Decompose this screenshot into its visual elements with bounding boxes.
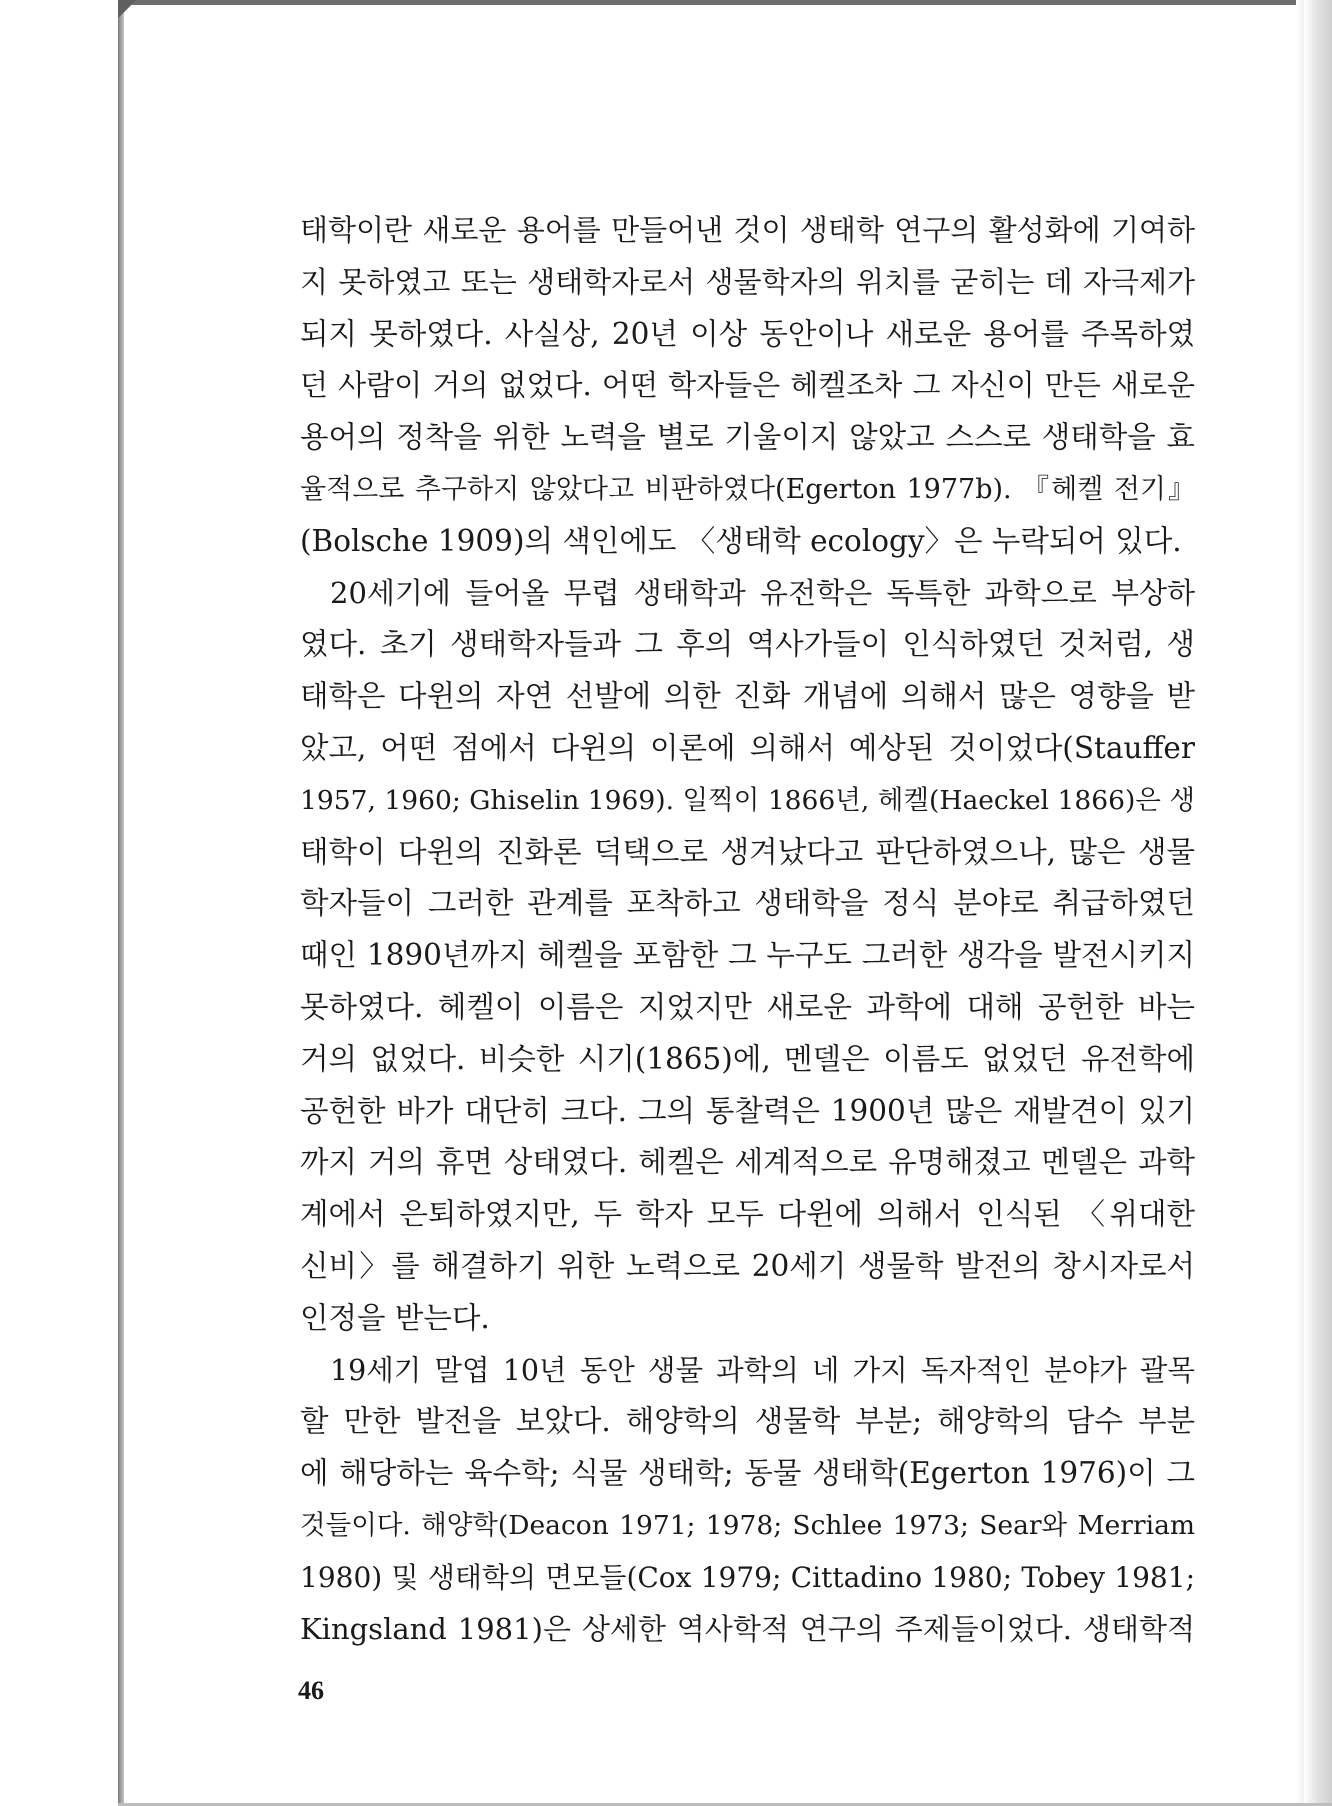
text-line: 였다. 초기 생태학자들과 그 후의 역사가들이 인식하였던 것처럼, 생 (300, 627, 1195, 662)
text-line: 되지 못하였다. 사실상, 20년 이상 동안이나 새로운 용어를 주목하였 (300, 316, 1195, 351)
text-line: 할 만한 발전을 보았다. 해양학의 생물학 부분; 해양학의 담수 부분 (300, 1404, 1195, 1439)
text-line: 던 사람이 거의 없었다. 어떤 학자들은 헤켈조차 그 자신이 만든 새로운 (300, 368, 1195, 403)
page-right-shadow (1304, 0, 1332, 1806)
text-line: 학자들이 그러한 관계를 포착하고 생태학을 정식 분야로 취급하였던 (300, 886, 1195, 921)
text-line: 것들이다. 해양학(Deacon 1971; 1978; Schlee 1973; Sear와 Merriam (300, 1509, 1195, 1541)
text-line: 1957, 1960; Ghiselin 1969). 일찍이 1866년, 헤켈(Haeckel 1866)은 생 (300, 784, 1195, 816)
text-line: 20세기에 들어올 무렵 생태학과 유전학은 독특한 과학으로 부상하 (330, 575, 1195, 610)
text-line: 용어의 정착을 위한 노력을 별로 기울이지 않았고 스스로 생태학을 효 (300, 420, 1195, 455)
page-spine-edge (118, 0, 124, 1806)
text-line: 인정을 받는다. (300, 1300, 490, 1335)
text-line: 지 못하였고 또는 생태학자로서 생물학자의 위치를 굳히는 데 자극제가 (300, 264, 1195, 299)
text-line: 못하였다. 헤켈이 이름은 지었지만 새로운 과학에 대해 공헌한 바는 (300, 989, 1195, 1024)
text-line: 신비〉를 해결하기 위한 노력으로 20세기 생물학 발전의 창시자로서 (300, 1248, 1195, 1283)
text-line: 에 해당하는 육수학; 식물 생태학; 동물 생태학(Egerton 1976)이 그 (300, 1456, 1195, 1491)
text-line: 까지 거의 휴면 상태였다. 헤켈은 세계적으로 유명해졌고 멘델은 과학 (300, 1145, 1195, 1180)
text-line: 태학이 다윈의 진화론 덕택으로 생겨났다고 판단하였으나, 많은 생물 (300, 834, 1195, 869)
text-line: 계에서 은퇴하였지만, 두 학자 모두 다윈에 의해서 인식된 〈위대한 (300, 1197, 1195, 1232)
text-line: Kingsland 1981)은 상세한 역사학적 연구의 주제들이었다. 생태학적 (300, 1611, 1195, 1646)
page-right-highlight (1296, 0, 1304, 1806)
text-line: 거의 없었다. 비슷한 시기(1865)에, 멘델은 이름도 없었던 유전학에 (300, 1041, 1195, 1076)
body-text (300, 205, 1195, 1655)
text-line: 때인 1890년까지 헤켈을 포함한 그 누구도 그러한 생각을 발전시키지 (300, 938, 1195, 973)
text-line: 19세기 말엽 10년 동안 생물 과학의 네 가지 독자적인 분야가 괄목 (330, 1353, 1195, 1387)
text-line: 1980) 및 생태학의 면모들(Cox 1979; Cittadino 1980; Tobey 1981; (300, 1560, 1195, 1594)
text-line: 율적으로 추구하지 않았다고 비판하였다(Egerton 1977b). 『헤켈 전기』 (300, 473, 1195, 505)
text-line: 태학이란 새로운 용어를 만들어낸 것이 생태학 연구의 활성화에 기여하 (300, 213, 1195, 247)
text-line: (Bolsche 1909)의 색인에도 〈생태학 ecology〉은 누락되어 있다. (300, 523, 1182, 558)
text-line: 공헌한 바가 대단히 크다. 그의 통찰력은 1900년 많은 재발견이 있기 (300, 1093, 1195, 1128)
page-number: 46 (298, 1676, 324, 1705)
text-line: 았고, 어떤 점에서 다윈의 이론에 의해서 예상된 것이었다(Stauffer (300, 730, 1195, 765)
page-corner (118, 0, 138, 20)
page-top-edge (118, 0, 1332, 5)
text-line: 태학은 다윈의 자연 선발에 의한 진화 개념에 의해서 많은 영향을 받 (300, 679, 1195, 714)
